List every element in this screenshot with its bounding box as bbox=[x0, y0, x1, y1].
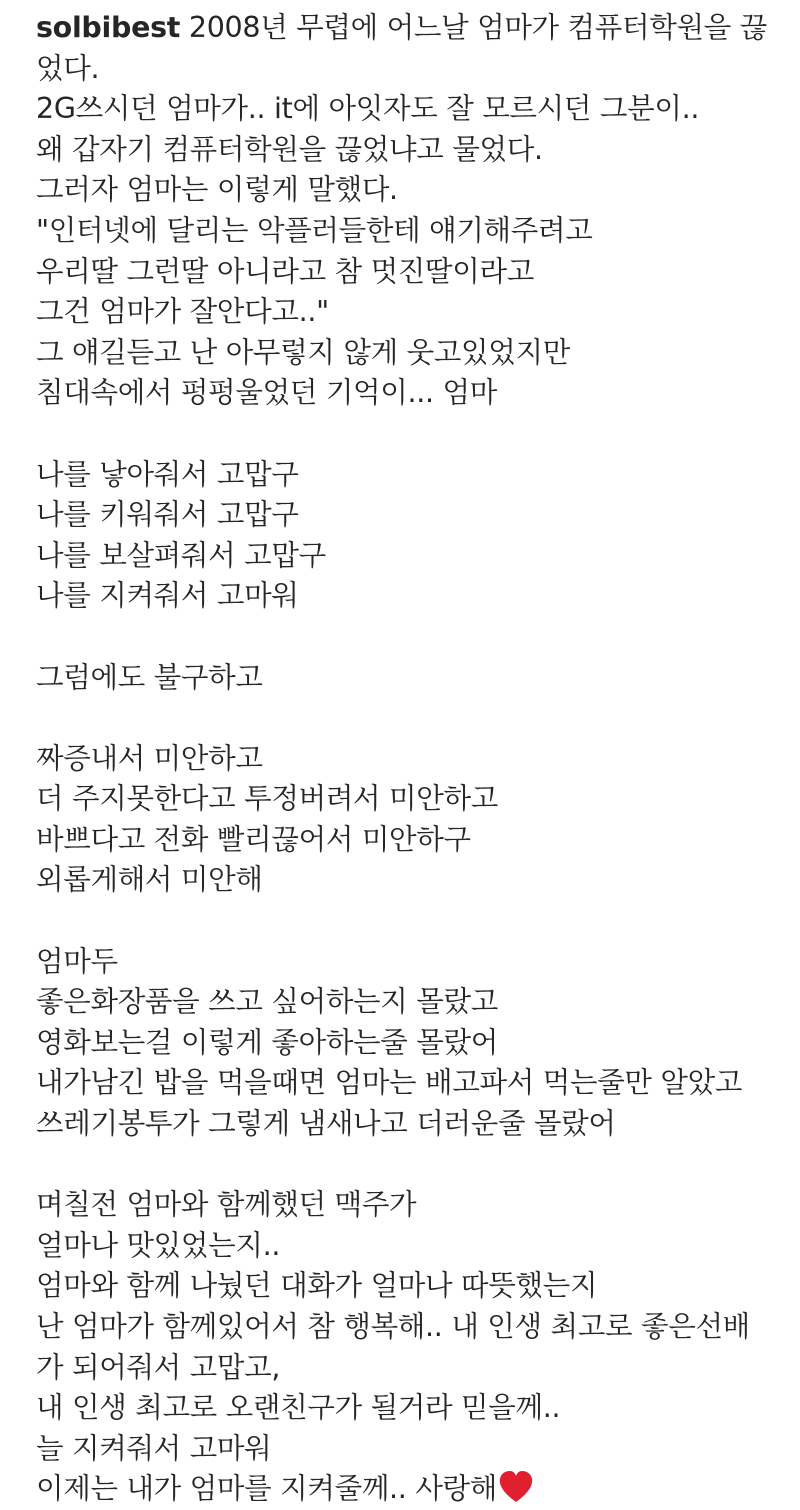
caption-line: 그럼에도 불구하고 bbox=[36, 660, 263, 694]
caption-last-line bbox=[36, 1469, 781, 1510]
caption-first-line-text: 2008년 무렵에 어느날 엄마가 컴퓨터학원을 끊 bbox=[180, 11, 767, 44]
caption-line: 나를 낳아줘서 고맙구 bbox=[36, 457, 299, 491]
caption-line: 외롭게해서 미안해 bbox=[36, 863, 263, 897]
heart-icon bbox=[498, 1470, 534, 1504]
caption-blank-line bbox=[36, 617, 781, 658]
caption-line: 내 인생 최고로 오랜친구가 될거라 믿을께.. bbox=[36, 1391, 561, 1425]
caption-line: 늘 지켜줘서 고마워 bbox=[36, 1431, 272, 1465]
caption-line: 엄마와 함께 나눴던 대화가 얼마나 따뜻했는지 bbox=[36, 1269, 598, 1303]
caption-line: 내가남긴 밥을 먹을때면 엄마는 배고파서 먹는줄만 알았고 bbox=[36, 1066, 743, 1100]
caption-blank-line bbox=[36, 698, 781, 739]
caption-line: 쓰레기봉투가 그렇게 냄새나고 더러운줄 몰랐어 bbox=[36, 1107, 616, 1141]
caption-line: 좋은화장품을 쓰고 싶어하는지 몰랐고 bbox=[36, 985, 498, 1019]
caption-blank-line bbox=[36, 901, 781, 942]
caption-line: 나를 지켜줘서 고마워 bbox=[36, 579, 299, 613]
caption-line: "인터넷에 달리는 악플러들한테 얘기해주려고 bbox=[36, 213, 593, 247]
caption-line: 난 엄마가 함께있어서 참 행복해.. 내 인생 최고로 좋은선배 bbox=[36, 1310, 750, 1343]
caption-last-line-text: 이제는 내가 엄마를 지켜줄께.. 사랑해 bbox=[36, 1472, 498, 1506]
caption-line: 바쁘다고 전화 빨리끊어서 미안하구 bbox=[36, 822, 471, 856]
caption-line: 침대속에서 펑펑울었던 기억이... 엄마 bbox=[36, 376, 498, 410]
caption-lines bbox=[36, 49, 781, 1470]
post-caption bbox=[36, 8, 781, 1510]
caption-line: 었다. bbox=[36, 51, 100, 85]
caption-line: 영화보는걸 이렇게 좋아하는줄 몰랐어 bbox=[36, 1025, 498, 1059]
caption-line: 며칠전 엄마와 함께했던 맥주가 bbox=[36, 1188, 417, 1222]
caption-line: 나를 보살펴줘서 고맙구 bbox=[36, 538, 326, 572]
caption-line: 왜 갑자기 컴퓨터학원을 끊었냐고 물었다. bbox=[36, 132, 543, 166]
caption-line: 얼마나 맛있었는지.. bbox=[36, 1228, 281, 1262]
caption-blank-line bbox=[36, 1145, 781, 1186]
caption-line: 그건 엄마가 잘안다고.." bbox=[36, 295, 329, 329]
caption-line: 가 되어줘서 고맙고, bbox=[36, 1350, 281, 1384]
caption-line: 우리딸 그런딸 아니라고 참 멋진딸이라고 bbox=[36, 254, 534, 288]
caption-first-line bbox=[36, 8, 781, 49]
caption-blank-line bbox=[36, 414, 781, 455]
caption-line: 엄마두 bbox=[36, 944, 118, 978]
caption-line: 그 얘길듣고 난 아무렇지 않게 웃고있었지만 bbox=[36, 335, 570, 369]
caption-line: 나를 키워줘서 고맙구 bbox=[36, 498, 299, 532]
username-link[interactable]: solbibest bbox=[36, 11, 181, 44]
caption-line: 더 주지못한다고 투정버려서 미안하고 bbox=[36, 782, 498, 816]
caption-line: 2G쓰시던 엄마가.. it에 아잇자도 잘 모르시던 그분이.. bbox=[36, 92, 700, 126]
caption-line: 그러자 엄마는 이렇게 말했다. bbox=[36, 173, 398, 207]
caption-line: 짜증내서 미안하고 bbox=[36, 741, 263, 775]
